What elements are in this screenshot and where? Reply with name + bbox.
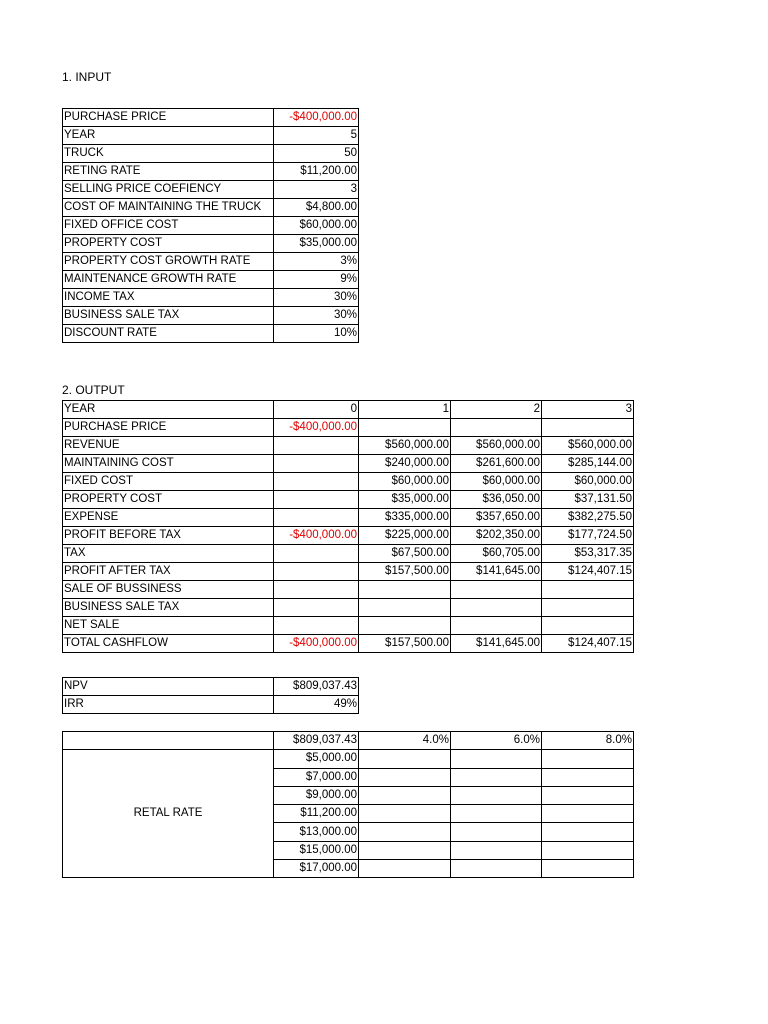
output-value [542, 599, 634, 617]
output-row [63, 617, 634, 635]
output-value: $60,000.00 [359, 473, 451, 491]
sensitivity-rate: $7,000.00 [274, 768, 359, 786]
input-label: RETING RATE [63, 163, 274, 181]
output-row [63, 563, 634, 581]
output-table [62, 400, 634, 653]
input-row [63, 181, 359, 199]
output-value [451, 419, 542, 437]
output-row [63, 437, 634, 455]
output-value: 3 [542, 401, 634, 419]
output-value: $157,500.00 [359, 635, 451, 653]
output-row [63, 401, 634, 419]
output-value: $36,050.00 [451, 491, 542, 509]
input-label: SELLING PRICE COEFIENCY [63, 181, 274, 199]
sensitivity-result [451, 768, 542, 786]
summary-row [63, 678, 359, 696]
input-label: TRUCK [63, 145, 274, 163]
output-value: 0 [274, 401, 359, 419]
input-label: COST OF MAINTAINING THE TRUCK [63, 199, 274, 217]
output-value: $335,000.00 [359, 509, 451, 527]
output-value: $37,131.50 [542, 491, 634, 509]
output-value [542, 581, 634, 599]
input-value: 3% [274, 253, 359, 271]
sensitivity-result [359, 786, 451, 804]
output-value [274, 455, 359, 473]
sensitivity-rate: $13,000.00 [274, 823, 359, 841]
sensitivity-result [542, 841, 634, 859]
sensitivity-rate: $17,000.00 [274, 860, 359, 878]
summary-value: 49% [274, 696, 359, 714]
sensitivity-result [451, 860, 542, 878]
input-label: BUSINESS SALE TAX [63, 307, 274, 325]
input-label: INCOME TAX [63, 289, 274, 307]
input-value: 50 [274, 145, 359, 163]
input-row [63, 127, 359, 145]
sensitivity-result [359, 768, 451, 786]
summary-value: $809,037.43 [274, 678, 359, 696]
input-value: $11,200.00 [274, 163, 359, 181]
output-value: -$400,000.00 [274, 419, 359, 437]
output-value [359, 599, 451, 617]
output-row [63, 455, 634, 473]
output-value [451, 617, 542, 635]
output-value: $560,000.00 [451, 437, 542, 455]
sensitivity-result [451, 823, 542, 841]
output-value: $202,350.00 [451, 527, 542, 545]
input-label: MAINTENANCE GROWTH RATE [63, 271, 274, 289]
output-value: $560,000.00 [542, 437, 634, 455]
output-value: -$400,000.00 [274, 527, 359, 545]
sensitivity-header-row [63, 732, 634, 750]
output-value: $53,317.35 [542, 545, 634, 563]
input-value: 30% [274, 307, 359, 325]
output-heading: 2. OUTPUT [62, 383, 125, 397]
input-row [63, 109, 359, 127]
input-label: PROPERTY COST GROWTH RATE [63, 253, 274, 271]
output-label: SALE OF BUSSINESS [63, 581, 274, 599]
input-value: $4,800.00 [274, 199, 359, 217]
output-value [542, 617, 634, 635]
output-label: PROPERTY COST [63, 491, 274, 509]
output-value: $261,600.00 [451, 455, 542, 473]
sensitivity-result [542, 805, 634, 823]
output-value [274, 437, 359, 455]
input-row [63, 289, 359, 307]
input-value: 5 [274, 127, 359, 145]
output-value: $60,000.00 [451, 473, 542, 491]
sensitivity-rate: $5,000.00 [274, 750, 359, 768]
output-value: $225,000.00 [359, 527, 451, 545]
input-row [63, 307, 359, 325]
sensitivity-result [451, 786, 542, 804]
output-value: -$400,000.00 [274, 635, 359, 653]
output-value: $124,407.15 [542, 635, 634, 653]
input-row [63, 217, 359, 235]
output-value [359, 581, 451, 599]
sensitivity-col-header: 8.0% [542, 732, 634, 750]
sensitivity-corner-blank [63, 732, 274, 750]
output-label: EXPENSE [63, 509, 274, 527]
output-value: $124,407.15 [542, 563, 634, 581]
sensitivity-rate: $11,200.00 [274, 805, 359, 823]
input-label: DISCOUNT RATE [63, 325, 274, 343]
input-label: YEAR [63, 127, 274, 145]
summary-label: NPV [63, 678, 274, 696]
input-row [63, 163, 359, 181]
output-label: TAX [63, 545, 274, 563]
input-row [63, 145, 359, 163]
sensitivity-result [359, 823, 451, 841]
output-row [63, 527, 634, 545]
output-value: $141,645.00 [451, 635, 542, 653]
input-row [63, 199, 359, 217]
output-value: $60,000.00 [542, 473, 634, 491]
output-value: 1 [359, 401, 451, 419]
input-row [63, 253, 359, 271]
sensitivity-row-label: RETAL RATE [63, 750, 274, 878]
output-value: $357,650.00 [451, 509, 542, 527]
sensitivity-rate: $15,000.00 [274, 841, 359, 859]
output-value [274, 473, 359, 491]
output-row [63, 509, 634, 527]
summary-row [63, 696, 359, 714]
sensitivity-result [542, 786, 634, 804]
output-label: PURCHASE PRICE [63, 419, 274, 437]
summary-label: IRR [63, 696, 274, 714]
output-value [451, 581, 542, 599]
input-value: 9% [274, 271, 359, 289]
output-value [542, 419, 634, 437]
output-value: $382,275.50 [542, 509, 634, 527]
output-label: PROFIT BEFORE TAX [63, 527, 274, 545]
output-value: $35,000.00 [359, 491, 451, 509]
sensitivity-result [359, 750, 451, 768]
sensitivity-row [63, 750, 634, 768]
output-value: 2 [451, 401, 542, 419]
sensitivity-rate: $9,000.00 [274, 786, 359, 804]
output-value [274, 599, 359, 617]
output-value [359, 419, 451, 437]
input-value: $35,000.00 [274, 235, 359, 253]
output-value [274, 509, 359, 527]
output-value: $157,500.00 [359, 563, 451, 581]
input-heading: 1. INPUT [62, 70, 112, 84]
output-row [63, 473, 634, 491]
output-value [274, 581, 359, 599]
input-value: -$400,000.00 [274, 109, 359, 127]
input-value: 30% [274, 289, 359, 307]
sensitivity-result [359, 841, 451, 859]
output-label: MAINTAINING COST [63, 455, 274, 473]
input-value: 3 [274, 181, 359, 199]
input-value: $60,000.00 [274, 217, 359, 235]
output-value: $60,705.00 [451, 545, 542, 563]
output-value: $67,500.00 [359, 545, 451, 563]
input-value: 10% [274, 325, 359, 343]
sensitivity-result [359, 805, 451, 823]
output-label: NET SALE [63, 617, 274, 635]
sensitivity-col-header: 4.0% [359, 732, 451, 750]
output-row [63, 599, 634, 617]
output-row [63, 581, 634, 599]
output-value [274, 545, 359, 563]
input-table [62, 108, 359, 343]
output-label: FIXED COST [63, 473, 274, 491]
output-label: TOTAL CASHFLOW [63, 635, 274, 653]
sensitivity-result [359, 860, 451, 878]
output-value [274, 617, 359, 635]
summary-table [62, 677, 359, 714]
output-value: $141,645.00 [451, 563, 542, 581]
sensitivity-result [451, 750, 542, 768]
output-row [63, 545, 634, 563]
sensitivity-table [62, 731, 634, 878]
output-value [274, 563, 359, 581]
sensitivity-result [451, 805, 542, 823]
sensitivity-result [542, 750, 634, 768]
input-label: PURCHASE PRICE [63, 109, 274, 127]
output-value [274, 491, 359, 509]
input-row [63, 271, 359, 289]
output-label: BUSINESS SALE TAX [63, 599, 274, 617]
input-label: PROPERTY COST [63, 235, 274, 253]
output-value: $240,000.00 [359, 455, 451, 473]
output-label: PROFIT AFTER TAX [63, 563, 274, 581]
input-row [63, 235, 359, 253]
sensitivity-corner-value: $809,037.43 [274, 732, 359, 750]
output-row [63, 491, 634, 509]
input-row [63, 325, 359, 343]
sensitivity-result [542, 768, 634, 786]
output-label: REVENUE [63, 437, 274, 455]
output-value: $285,144.00 [542, 455, 634, 473]
output-value: $177,724.50 [542, 527, 634, 545]
sensitivity-result [542, 823, 634, 841]
output-label: YEAR [63, 401, 274, 419]
output-row [63, 419, 634, 437]
sensitivity-result [451, 841, 542, 859]
output-row [63, 635, 634, 653]
sensitivity-col-header: 6.0% [451, 732, 542, 750]
output-value: $560,000.00 [359, 437, 451, 455]
input-label: FIXED OFFICE COST [63, 217, 274, 235]
sensitivity-result [542, 860, 634, 878]
output-value [451, 599, 542, 617]
output-value [359, 617, 451, 635]
